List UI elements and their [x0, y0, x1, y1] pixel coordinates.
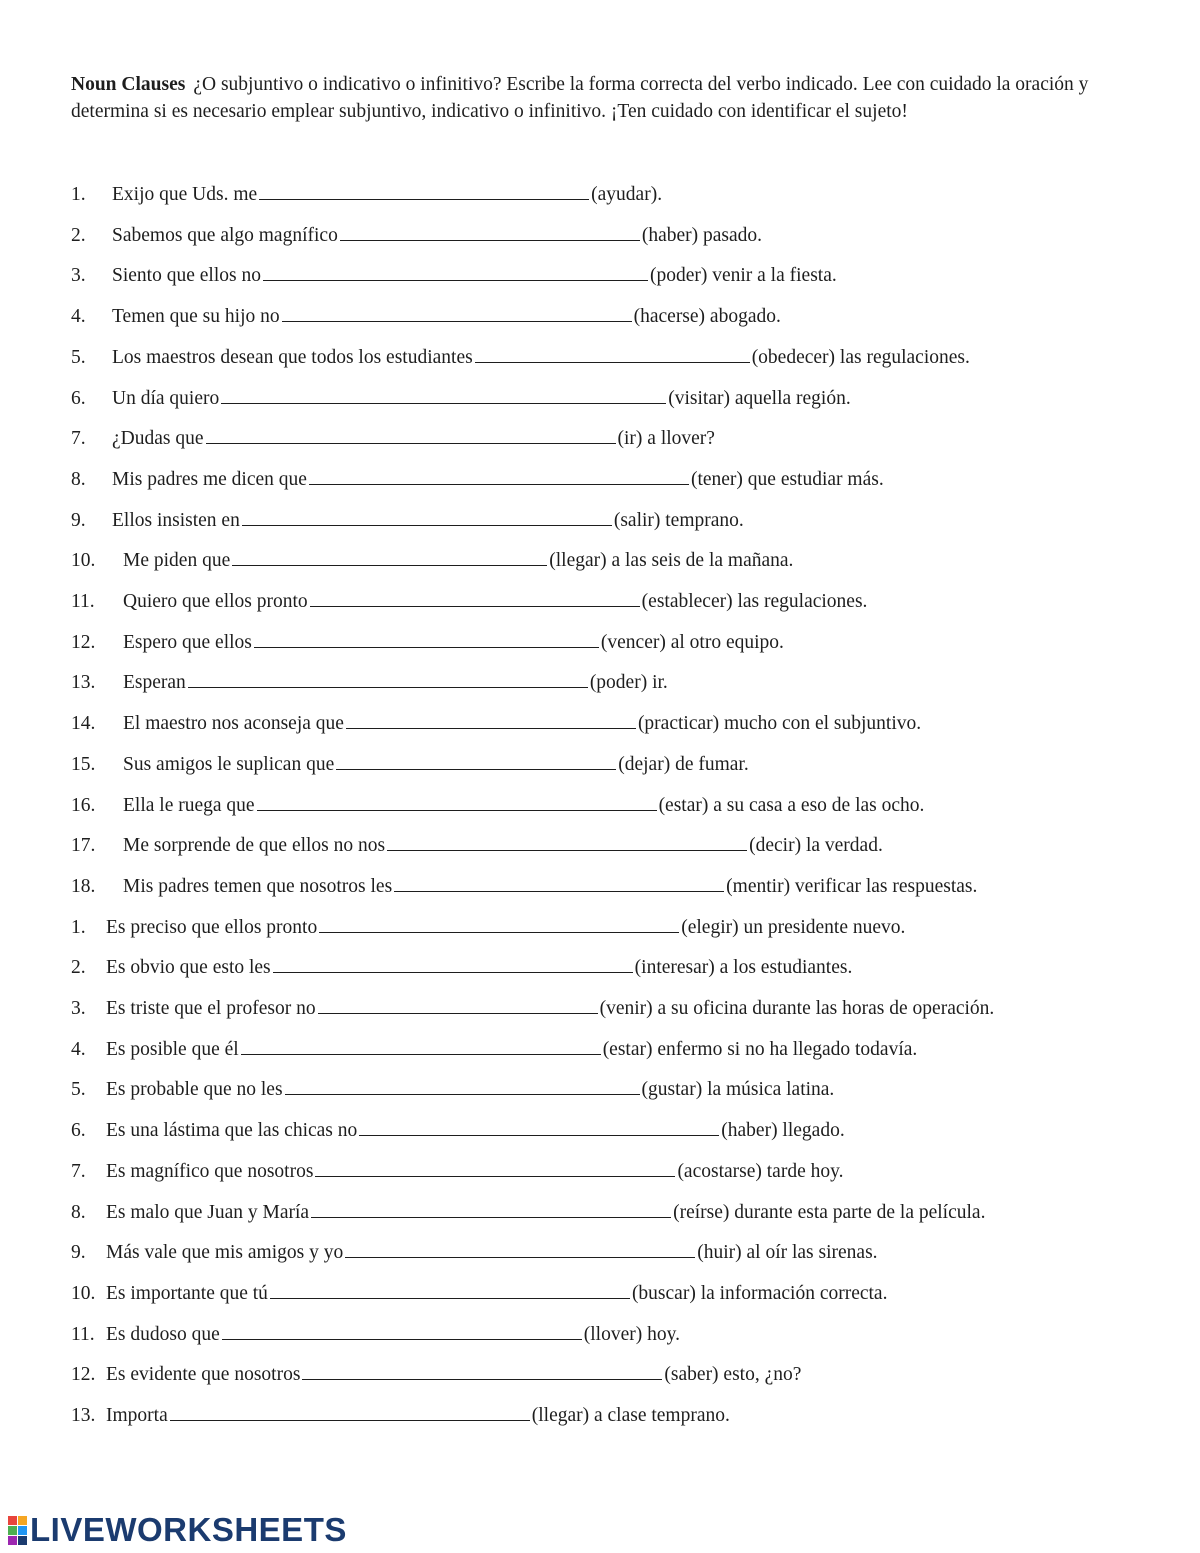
- answer-blank[interactable]: [394, 870, 724, 892]
- exercise-number: 2.: [71, 224, 86, 246]
- exercise-item: [71, 1073, 834, 1103]
- exercise-item: [71, 585, 867, 615]
- exercise-number: 4.: [71, 306, 86, 328]
- exercise-number: 12.: [71, 1364, 96, 1386]
- exercise-item: [71, 789, 924, 819]
- exercise-item: [71, 666, 668, 696]
- exercise-number: 6.: [71, 387, 86, 409]
- verb-hint: (ayudar).: [591, 184, 663, 205]
- exercise-item: [71, 544, 793, 574]
- exercise-number: 15.: [71, 753, 96, 775]
- exercise-item: [71, 992, 994, 1022]
- exercise-item: [71, 911, 905, 941]
- answer-blank[interactable]: [242, 504, 612, 526]
- verb-hint: (visitar) aquella región.: [668, 387, 851, 409]
- answer-blank[interactable]: [345, 1236, 695, 1258]
- exercise-prompt: Quiero que ellos pronto: [123, 591, 308, 612]
- answer-blank[interactable]: [257, 789, 657, 811]
- exercise-number: 16.: [71, 794, 96, 816]
- answer-blank[interactable]: [340, 219, 640, 241]
- exercise-number: 1.: [71, 184, 86, 205]
- logo-square: [18, 1526, 27, 1535]
- exercise-item: [71, 178, 662, 208]
- exercise-item: [71, 259, 837, 289]
- exercise-prompt: Es malo que Juan y María: [106, 1201, 310, 1223]
- exercise-item: [71, 382, 851, 412]
- answer-blank[interactable]: [310, 585, 640, 607]
- exercise-number: 7.: [71, 428, 86, 450]
- answer-blank[interactable]: [302, 1358, 662, 1380]
- exercise-prompt: Es preciso que ellos pronto: [106, 916, 318, 938]
- verb-hint: (dejar) de fumar.: [618, 753, 749, 775]
- exercise-number: 2.: [71, 957, 86, 979]
- answer-blank[interactable]: [475, 341, 750, 363]
- logo-square: [8, 1526, 17, 1535]
- exercise-number: 14.: [71, 713, 96, 735]
- exercise-item: [71, 504, 744, 534]
- answer-blank[interactable]: [232, 544, 547, 566]
- answer-blank[interactable]: [282, 300, 632, 322]
- exercise-number: 3.: [71, 998, 86, 1019]
- exercise-prompt: Me piden que: [123, 550, 231, 572]
- verb-hint: (poder) venir a la fiesta.: [649, 265, 837, 287]
- verb-hint: (estar) enfermo si no ha llegado todavía.: [602, 1038, 918, 1060]
- exercise-prompt: Es dudoso que: [106, 1323, 220, 1345]
- exercise-prompt: Me sorprende de que ellos no nos: [123, 835, 386, 857]
- worksheet-title: Noun Clauses: [71, 74, 186, 95]
- exercise-prompt: Es evidente que nosotros: [106, 1364, 301, 1386]
- answer-blank[interactable]: [311, 1196, 671, 1218]
- answer-blank[interactable]: [318, 992, 598, 1014]
- verb-hint: (ir) a llover?: [617, 428, 715, 450]
- verb-hint: (obedecer) las regulaciones.: [751, 346, 970, 368]
- exercise-prompt: Un día quiero: [112, 387, 220, 409]
- exercise-item: [71, 829, 883, 859]
- exercise-prompt: Ellos insisten en: [112, 509, 240, 531]
- exercise-prompt: Espero que ellos: [123, 631, 252, 653]
- verb-hint: (haber) llegado.: [721, 1120, 845, 1142]
- answer-blank[interactable]: [254, 626, 599, 648]
- verb-hint: (hacerse) abogado.: [633, 306, 781, 328]
- exercise-prompt: Sus amigos le suplican que: [123, 753, 335, 775]
- exercise-number: 10.: [71, 1282, 96, 1304]
- exercise-number: 11.: [71, 591, 95, 612]
- exercise-prompt: ¿Dudas que: [112, 428, 204, 450]
- answer-blank[interactable]: [206, 422, 616, 444]
- exercise-item: [71, 1358, 801, 1388]
- exercise-prompt: Esperan: [123, 672, 186, 694]
- exercise-number: 3.: [71, 265, 86, 287]
- logo-mark-icon: [8, 1516, 27, 1545]
- answer-blank[interactable]: [315, 1155, 675, 1177]
- logo-square: [18, 1536, 27, 1545]
- exercise-prompt: Siento que ellos no: [112, 265, 261, 287]
- verb-hint: (mentir) verificar las respuestas.: [726, 875, 978, 897]
- exercise-prompt: Mis padres me dicen que: [112, 468, 307, 490]
- verb-hint: (llover) hoy.: [583, 1323, 680, 1345]
- exercise-prompt: Importa: [106, 1405, 168, 1426]
- exercise-item: [71, 870, 977, 900]
- exercise-prompt: Más vale que mis amigos y yo: [106, 1242, 344, 1264]
- exercise-prompt: Es probable que no les: [106, 1079, 283, 1101]
- exercise-item: [71, 1277, 887, 1307]
- exercise-item: [71, 626, 784, 656]
- verb-hint: (buscar) la información correcta.: [631, 1282, 888, 1304]
- instructions: [71, 71, 1141, 125]
- exercise-number: 9.: [71, 1242, 86, 1264]
- verb-hint: (saber) esto, ¿no?: [664, 1364, 802, 1386]
- answer-blank[interactable]: [170, 1399, 530, 1421]
- verb-hint: (vencer) al otro equipo.: [600, 631, 784, 653]
- exercise-prompt: Es triste que el profesor no: [106, 998, 316, 1019]
- verb-hint: (elegir) un presidente nuevo.: [681, 916, 906, 938]
- exercise-prompt: Es importante que tú: [106, 1282, 268, 1304]
- verb-hint: (tener) que estudiar más.: [690, 468, 884, 490]
- exercise-item: [71, 341, 970, 371]
- answer-blank[interactable]: [359, 1114, 719, 1136]
- exercise-item: [71, 219, 762, 249]
- exercise-item: [71, 422, 715, 452]
- exercise-number: 13.: [71, 1405, 96, 1426]
- answer-blank[interactable]: [285, 1073, 640, 1095]
- verb-hint: (practicar) mucho con el subjuntivo.: [637, 713, 922, 735]
- exercise-item: [71, 463, 884, 493]
- exercise-number: 5.: [71, 346, 86, 368]
- exercise-number: 10.: [71, 550, 96, 572]
- exercise-prompt: Sabemos que algo magnífico: [112, 224, 338, 246]
- liveworksheets-logo: [8, 1512, 347, 1548]
- exercise-item: [71, 1318, 680, 1348]
- verb-hint: (acostarse) tarde hoy.: [677, 1160, 844, 1182]
- answer-blank[interactable]: [188, 666, 588, 688]
- exercise-prompt: Ella le ruega que: [123, 794, 255, 816]
- verb-hint: (reírse) durante esta parte de la película.: [673, 1201, 986, 1223]
- exercise-prompt: Temen que su hijo no: [112, 306, 280, 328]
- verb-hint: (llegar) a clase temprano.: [531, 1405, 730, 1426]
- answer-blank[interactable]: [336, 748, 616, 770]
- verb-hint: (huir) al oír las sirenas.: [697, 1242, 878, 1264]
- verb-hint: (estar) a su casa a eso de las ocho.: [658, 794, 925, 816]
- exercise-prompt: Es una lástima que las chicas no: [106, 1120, 358, 1142]
- exercise-item: [71, 951, 852, 981]
- answer-blank[interactable]: [270, 1277, 630, 1299]
- exercise-prompt: Mis padres temen que nosotros les: [123, 875, 393, 897]
- logo-square: [18, 1516, 27, 1525]
- exercise-number: 4.: [71, 1038, 86, 1060]
- verb-hint: (haber) pasado.: [641, 224, 763, 246]
- answer-blank[interactable]: [319, 911, 679, 933]
- answer-blank[interactable]: [241, 1033, 601, 1055]
- answer-blank[interactable]: [222, 1318, 582, 1340]
- exercise-prompt: Es magnífico que nosotros: [106, 1160, 314, 1182]
- exercise-item: [71, 300, 781, 330]
- exercise-item: [71, 1236, 878, 1266]
- exercise-prompt: El maestro nos aconseja que: [123, 713, 344, 735]
- answer-blank[interactable]: [387, 829, 747, 851]
- exercise-number: 7.: [71, 1160, 86, 1182]
- instructions-text: ¿O subjuntivo o indicativo o infinitivo? Escribe la forma correcta del verbo indicado. Lee con cuidado la oración y determina si es necesario emplear subjuntivo, indicativo o infinitivo. ¡Ten cuidado con identificar el sujeto!: [71, 74, 1089, 122]
- exercise-item: [71, 1196, 985, 1226]
- exercise-prompt: Exijo que Uds. me: [112, 184, 258, 205]
- logo-square: [8, 1536, 17, 1545]
- verb-hint: (establecer) las regulaciones.: [641, 591, 868, 612]
- exercise-prompt: Es obvio que esto les: [106, 957, 271, 979]
- exercise-item: [71, 748, 749, 778]
- exercise-number: 12.: [71, 631, 96, 653]
- verb-hint: (llegar) a las seis de la mañana.: [549, 550, 794, 572]
- exercise-item: [71, 1155, 843, 1185]
- exercise-item: [71, 707, 921, 737]
- logo-text: LIVEWORKSHEETS: [30, 1511, 347, 1548]
- answer-blank[interactable]: [309, 463, 689, 485]
- answer-blank[interactable]: [346, 707, 636, 729]
- exercise-number: 1.: [71, 916, 86, 938]
- logo-square: [8, 1516, 17, 1525]
- verb-hint: (poder) ir.: [589, 672, 668, 694]
- exercise-number: 11.: [71, 1323, 95, 1345]
- exercise-prompt: Los maestros desean que todos los estudiantes: [112, 346, 473, 368]
- exercise-number: 8.: [71, 1201, 86, 1223]
- exercise-number: 9.: [71, 509, 86, 531]
- verb-hint: (interesar) a los estudiantes.: [634, 957, 853, 979]
- verb-hint: (venir) a su oficina durante las horas de operación.: [599, 998, 995, 1019]
- exercise-number: 17.: [71, 835, 96, 857]
- exercise-number: 6.: [71, 1120, 86, 1142]
- exercise-number: 13.: [71, 672, 96, 694]
- exercise-number: 8.: [71, 468, 86, 490]
- exercise-prompt: Es posible que él: [106, 1038, 239, 1060]
- exercise-number: 18.: [71, 875, 96, 897]
- answer-blank[interactable]: [221, 382, 666, 404]
- exercise-item: [71, 1114, 845, 1144]
- answer-blank[interactable]: [263, 259, 648, 281]
- verb-hint: (salir) temprano.: [613, 509, 744, 531]
- answer-blank[interactable]: [259, 178, 589, 200]
- exercise-item: [71, 1033, 917, 1063]
- verb-hint: (gustar) la música latina.: [641, 1079, 835, 1101]
- exercise-number: 5.: [71, 1079, 86, 1101]
- answer-blank[interactable]: [273, 951, 633, 973]
- exercise-item: [71, 1399, 730, 1429]
- verb-hint: (decir) la verdad.: [749, 835, 883, 857]
